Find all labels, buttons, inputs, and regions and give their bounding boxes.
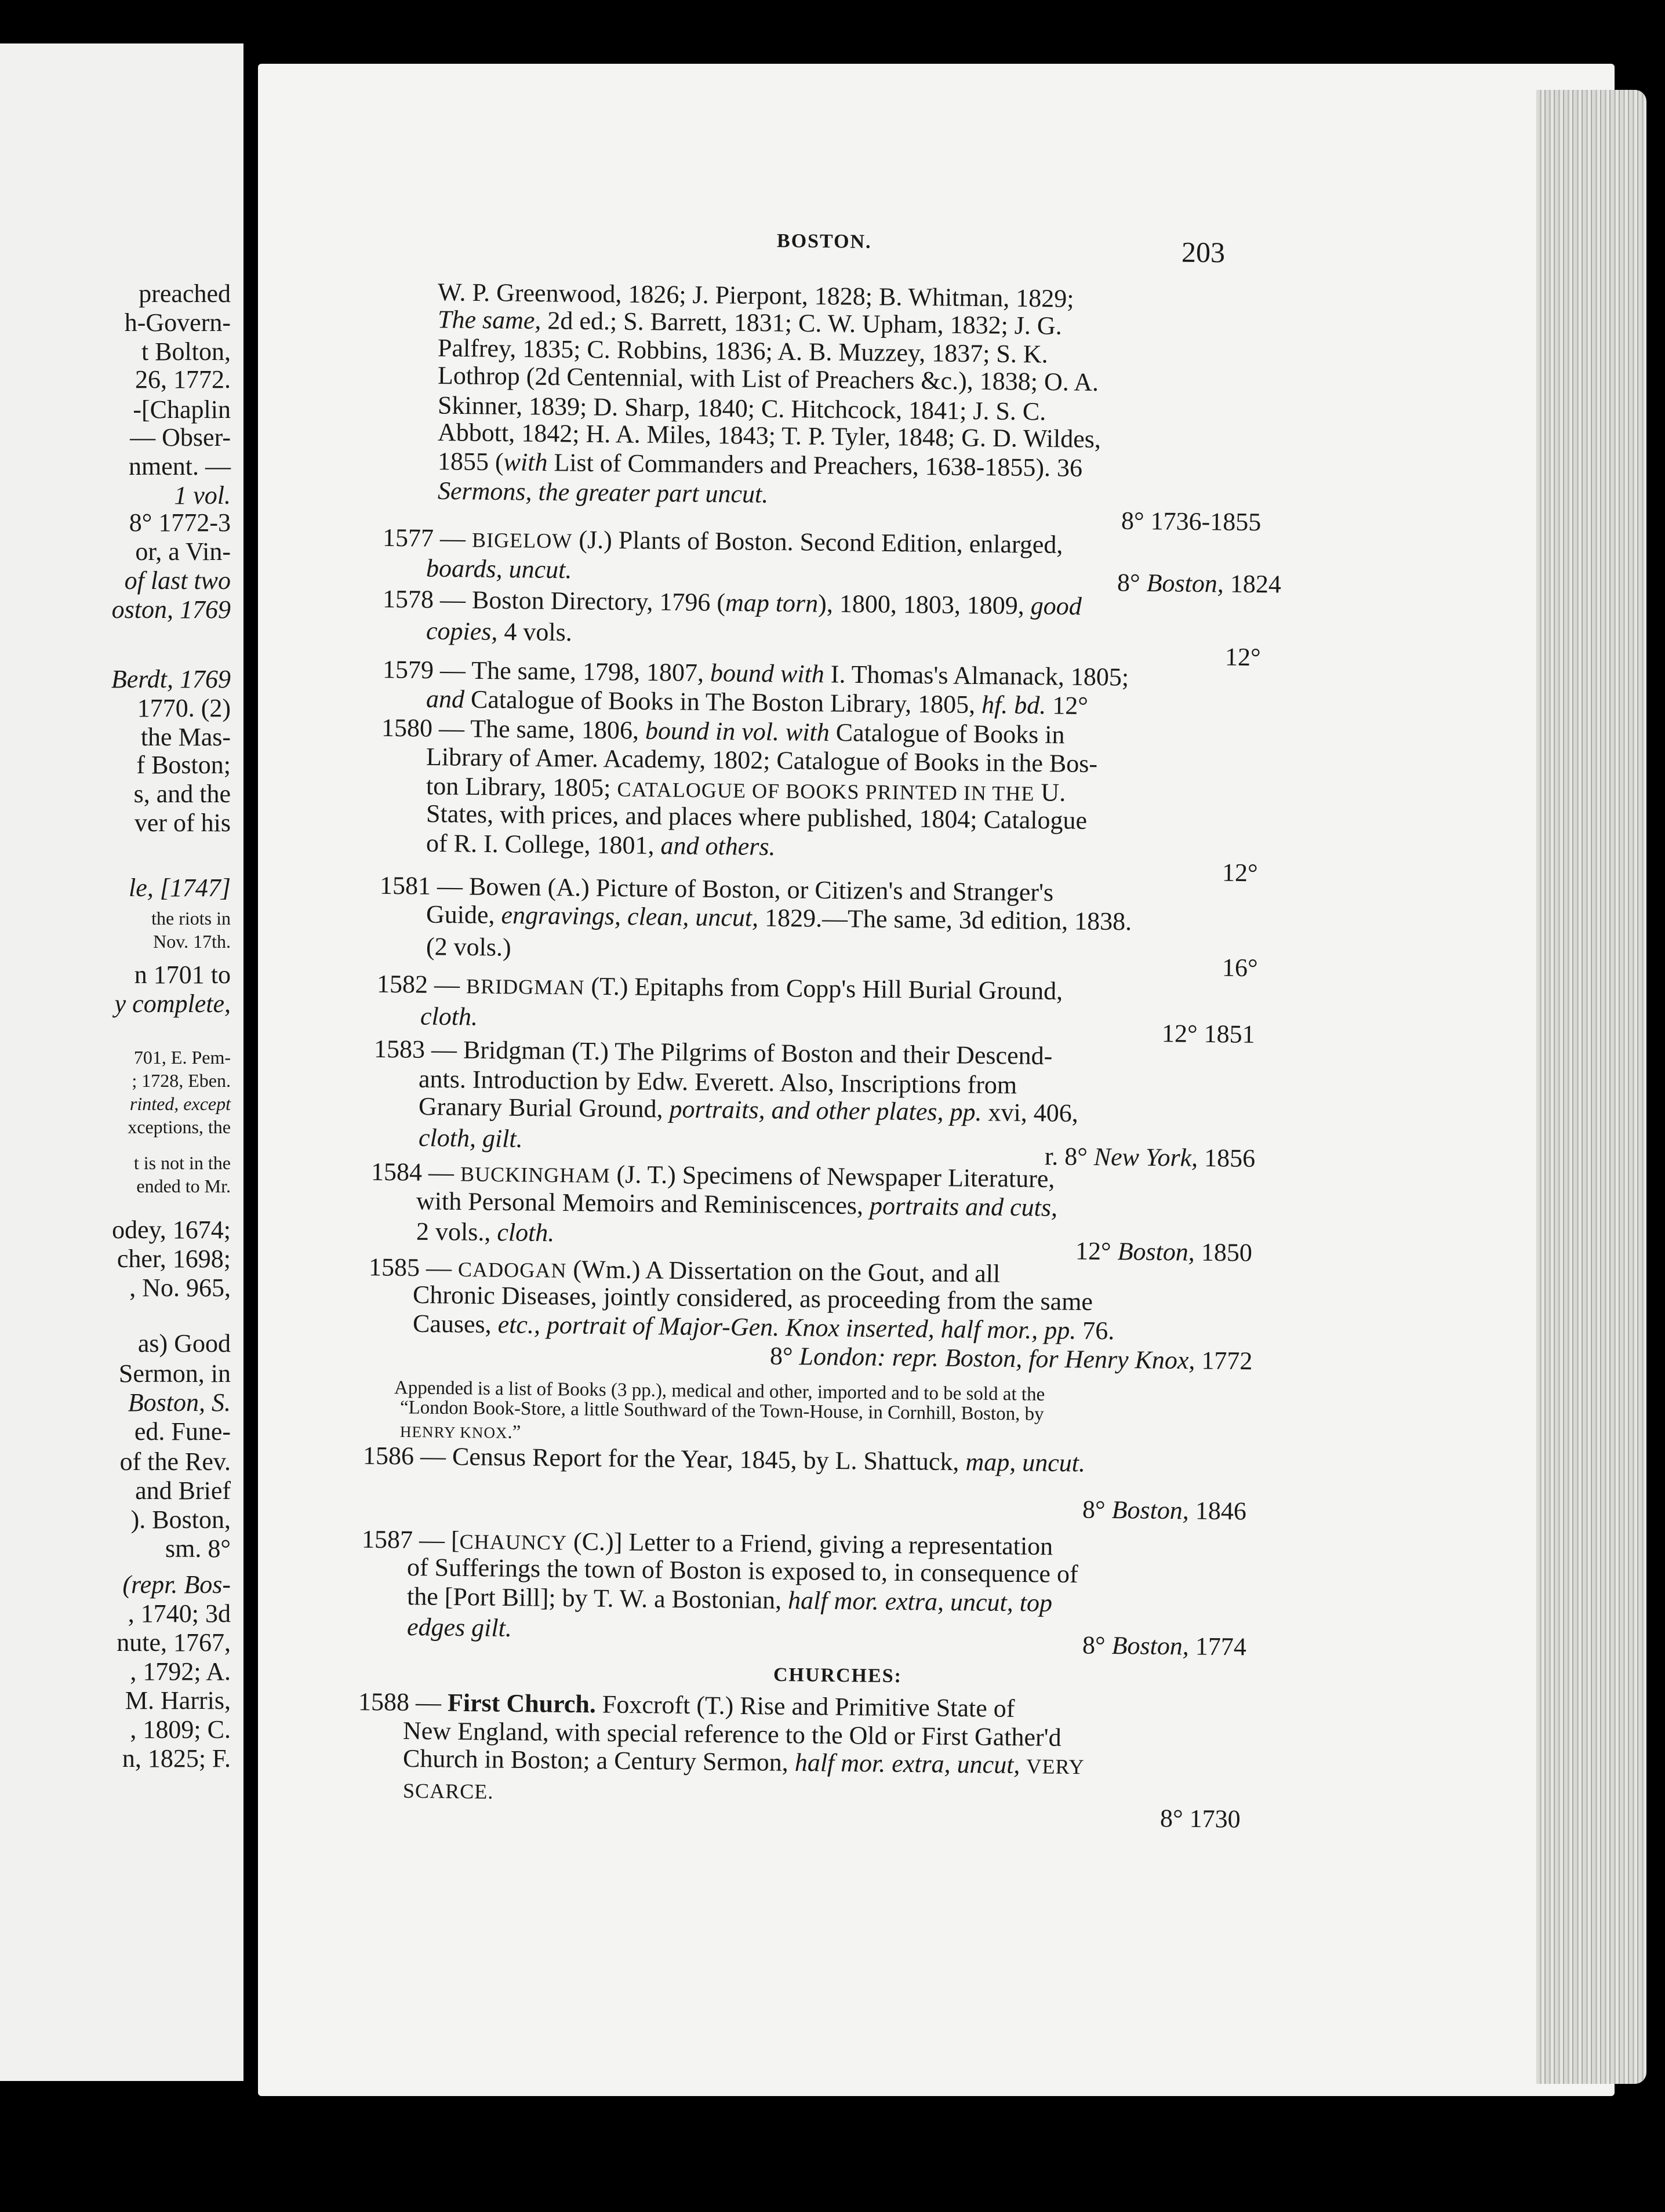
text-line: Palfrey, 1835; C. Robbins, 1836; A. B. Muzzey, 1837; S. K. (437, 333, 1048, 369)
page-number: 203 (1181, 235, 1226, 269)
text-line: 1585 — CADOGAN (Wm.) A Dissertation on the Gout, and all (368, 1253, 1001, 1288)
text-line: 16° (1222, 953, 1258, 983)
text-line: W. P. Greenwood, 1826; J. Pierpont, 1828; B. Whitman, 1829; (437, 278, 1074, 313)
previous-page-line: the Mas- (140, 723, 231, 751)
previous-page-line: ver of his (134, 809, 231, 837)
previous-page-line: cher, 1698; (117, 1245, 231, 1273)
text-line: 1587 — [CHAUNCY (C.)] Letter to a Friend, giving a representation (361, 1525, 1053, 1561)
previous-page-line: oston, 1769 (111, 595, 231, 624)
previous-page-line: rinted, except (129, 1093, 231, 1114)
text-line: Skinner, 1839; D. Sharp, 1840; C. Hitchcock, 1841; J. S. C. (437, 391, 1046, 426)
text-line: Chronic Diseases, jointly considered, as proceeding from the same (412, 1280, 1093, 1316)
previous-page-line: odey, 1674; (112, 1216, 231, 1244)
text-line: 1583 — Bridgman (T.) The Pilgrims of Boston and their Descend- (373, 1034, 1053, 1071)
text-line: with Personal Memoirs and Reminiscences, portraits and cuts, (416, 1187, 1058, 1222)
previous-page-line: , No. 965, (129, 1274, 231, 1302)
text-line: Sermons, the greater part uncut. (437, 476, 769, 508)
text-line: boards, uncut. (426, 554, 572, 584)
text-line: cloth. (420, 1002, 478, 1031)
text-line: 8° London: repr. Boston, for Henry Knox, 1772 (769, 1341, 1253, 1376)
previous-page-line: ; 1728, Eben. (132, 1070, 231, 1091)
previous-page-line: t is not in the (133, 1152, 231, 1173)
text-line: Church in Boston; a Century Sermon, half mor. extra, uncut, VERY (402, 1744, 1085, 1779)
text-line: of Sufferings the town of Boston is exposed to, in consequence of (406, 1552, 1078, 1589)
previous-page-line: 1770. (2) (137, 694, 231, 722)
text-line: Causes, etc., portrait of Major-Gen. Knox inserted, half mor., pp. 76. (412, 1309, 1115, 1345)
previous-page-line: (repr. Bos- (122, 1570, 231, 1599)
text-line: Guide, engravings, clean, uncut, 1829.—The same, 3d edition, 1838. (426, 900, 1132, 936)
text-line: Lothrop (2d Centennial, with List of Preachers &c.), 1838; O. A. (437, 361, 1099, 396)
text-line: 8° Boston, 1846 (1082, 1495, 1247, 1526)
text-line: CHURCHES: (773, 1664, 903, 1687)
previous-page-line: 701, E. Pem- (133, 1047, 231, 1068)
previous-page-line: or, a Vin- (135, 537, 231, 566)
text-line: 1577 — BIGELOW (J.) Plants of Boston. Second Edition, enlarged, (382, 523, 1063, 559)
previous-page-line: 26, 1772. (135, 365, 231, 394)
previous-page-line: , 1740; 3d (128, 1599, 231, 1628)
text-line: 1580 — The same, 1806, bound in vol. with Catalogue of Books in (381, 713, 1065, 750)
text-line: 12° Boston, 1850 (1075, 1236, 1253, 1267)
text-line: cloth, gilt. (418, 1123, 523, 1153)
running-head: BOSTON. (776, 230, 872, 253)
text-line: Library of Amer. Academy, 1802; Catalogue of Books in the Bos- (426, 742, 1098, 778)
previous-page-line: and Brief (135, 1476, 231, 1505)
previous-page-line: , 1809; C. (130, 1715, 231, 1744)
previous-page-line: — Obser- (130, 423, 231, 452)
previous-page-line: nment. — (129, 452, 231, 481)
text-line: 1582 — BRIDGMAN (T.) Epitaphs from Copp's Hill Burial Ground, (376, 969, 1063, 1006)
text-line: 8° 1736-1855 (1121, 506, 1262, 537)
previous-page-line: y complete, (114, 989, 231, 1018)
previous-page-line: , 1792; A. (130, 1657, 231, 1686)
text-line: “London Book-Store, a little Southward of the Town-House, in Cornhill, Boston, by (399, 1397, 1044, 1425)
text-line: 1586 — Census Report for the Year, 1845, by L. Shattuck, map, uncut. (362, 1441, 1086, 1478)
previous-page-line: s, and the (133, 780, 231, 808)
previous-page-line: h-Govern- (124, 308, 231, 337)
previous-page-line: Boston, S. (128, 1388, 231, 1417)
text-line: 12° (1222, 858, 1258, 887)
previous-page-line: f Boston; (136, 751, 231, 779)
text-line: 8° 1730 (1159, 1804, 1241, 1833)
text-line: 2 vols., cloth. (416, 1217, 555, 1247)
text-line: 1584 — BUCKINGHAM (J. T.) Specimens of Newspaper Literature, (370, 1157, 1055, 1194)
text-line: ton Library, 1805; CATALOGUE OF BOOKS PRINTED IN THE U. (426, 772, 1066, 807)
text-line: the [Port Bill]; by T. W. a Bostonian, half mor. extra, uncut, top (406, 1582, 1053, 1617)
previous-page-line: t Bolton, (141, 337, 231, 366)
text-line: copies, 4 vols. (426, 616, 573, 647)
previous-page-line: xceptions, the (128, 1116, 231, 1137)
previous-page-line: Berdt, 1769 (111, 665, 231, 693)
text-line: 12° (1224, 642, 1261, 672)
previous-page-line: nute, 1767, (117, 1628, 231, 1657)
previous-page-line: sm. 8° (165, 1534, 231, 1563)
text-line: 8° Boston, 1824 (1117, 568, 1282, 599)
text-line: and Catalogue of Books in The Boston Library, 1805, hf. bd. 12° (426, 685, 1089, 720)
text-line: r. 8° New York, 1856 (1044, 1142, 1256, 1173)
previous-page-line: the riots in (151, 908, 231, 929)
previous-page-line: of last two (124, 566, 231, 595)
previous-page-line: n 1701 to (134, 961, 231, 989)
previous-page-line: of the Rev. (119, 1447, 231, 1476)
previous-page-line: 8° 1772-3 (129, 508, 231, 537)
text-line: 8° Boston, 1774 (1082, 1631, 1247, 1661)
previous-page-line: 1 vol. (174, 481, 231, 510)
text-line: 12° 1851 (1161, 1019, 1255, 1049)
text-line: 1581 — Bowen (A.) Picture of Boston, or Citizen's and Stranger's (379, 871, 1054, 907)
previous-page-line: -[Chaplin (133, 395, 231, 424)
previous-page-line: as) Good (137, 1329, 231, 1358)
text-line: States, with prices, and places where published, 1804; Catalogue (426, 799, 1088, 835)
text-line: of R. I. College, 1801, and others. (426, 828, 776, 861)
text-line: SCARCE. (402, 1779, 494, 1803)
previous-page-line: Nov. 17th. (153, 931, 231, 952)
previous-page-line: ). Boston, (130, 1505, 231, 1534)
previous-page-line: ed. Fune- (134, 1417, 231, 1446)
previous-page-line: n, 1825; F. (122, 1744, 231, 1773)
text-line: HENRY KNOX.” (399, 1421, 521, 1443)
previous-page-line: preached (139, 279, 231, 308)
text-line: Appended is a list of Books (3 pp.), medical and other, imported and to be sold at the (394, 1377, 1045, 1405)
text-line: 1855 (with List of Commanders and Preachers, 1638-1855). 36 (437, 447, 1083, 482)
previous-page-line: M. Harris, (125, 1686, 231, 1715)
text-line: New England, with special reference to the Old or First Gather'd (402, 1716, 1061, 1752)
text-line: 1588 — First Church. Foxcroft (T.) Rise and Primitive State of (358, 1687, 1015, 1723)
text-line: edges gilt. (406, 1613, 512, 1642)
text-line: ants. Introduction by Edw. Everett. Also, Inscriptions from (418, 1064, 1017, 1100)
previous-page-line: le, [1747] (129, 874, 231, 902)
text-line: Granary Burial Ground, portraits, and other plates, pp. xvi, 406, (418, 1092, 1079, 1127)
text-line: 1578 — Boston Directory, 1796 (map torn), 1800, 1803, 1809, good (382, 584, 1082, 621)
text-line: The same, 2d ed.; S. Barrett, 1831; C. W. Upham, 1832; J. G. (437, 305, 1062, 340)
previous-page-line: Sermon, in (118, 1359, 231, 1388)
text-line: 1579 — The same, 1798, 1807, bound with I. Thomas's Almanack, 1805; (382, 655, 1129, 692)
text-line: Abbott, 1842; H. A. Miles, 1843; T. P. Tyler, 1848; G. D. Wildes, (437, 418, 1101, 453)
text-line: (2 vols.) (426, 932, 511, 962)
previous-page-line: ended to Mr. (136, 1176, 231, 1196)
